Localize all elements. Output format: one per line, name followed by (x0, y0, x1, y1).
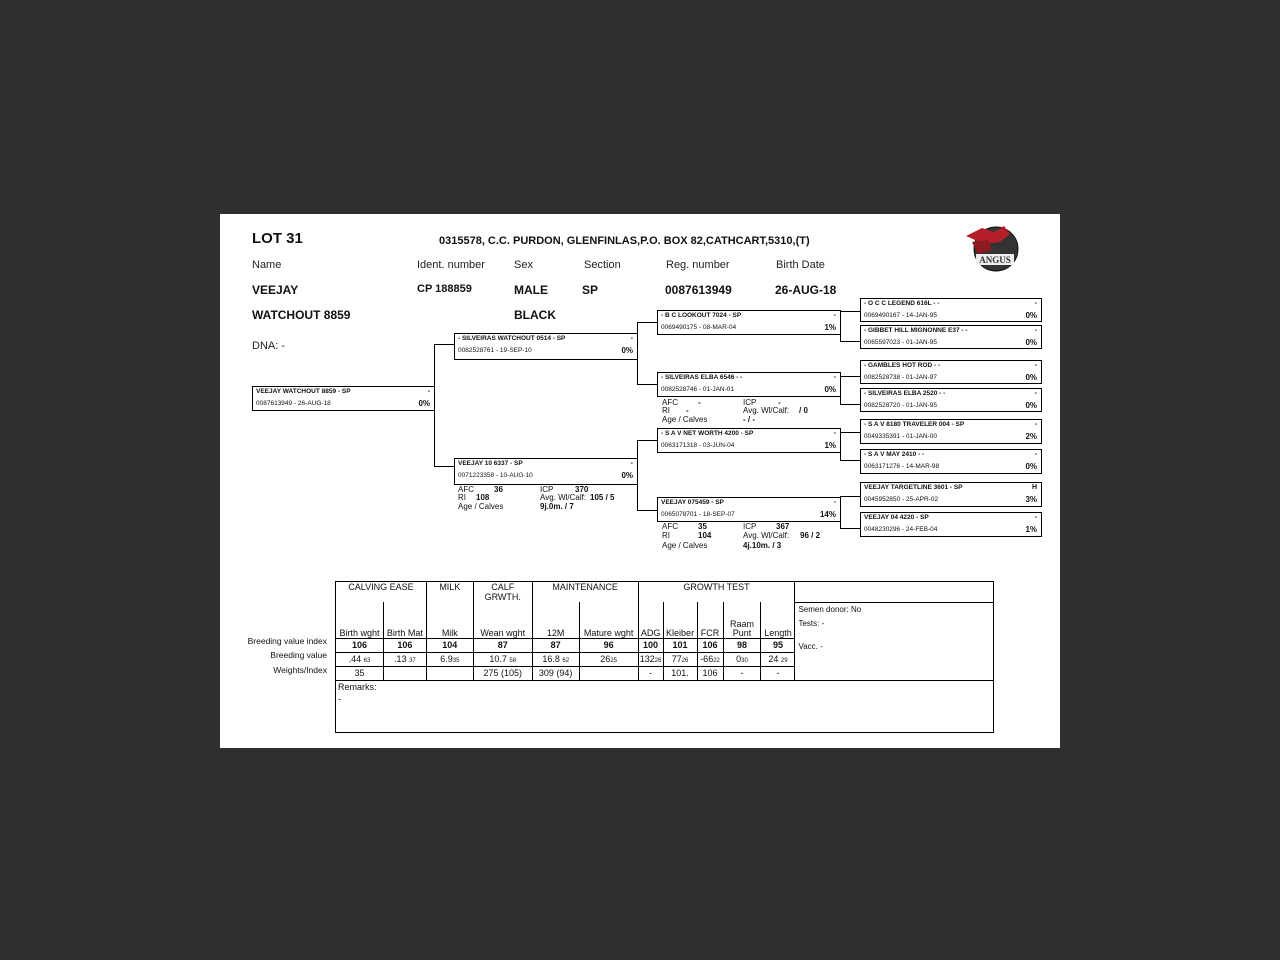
connector (840, 311, 860, 312)
index-cell: 106 (383, 638, 426, 652)
index-cell: 106 (336, 638, 384, 652)
remarks (336, 680, 994, 732)
col-raam-punt: Raam Punt (723, 602, 761, 638)
pedigree-ss-sire: - O C C LEGEND 616L - - - 0069490167 - 14-JAN-95 0% (860, 298, 1042, 322)
animal-name-2: WATCHOUT 8859 (252, 308, 351, 322)
pedigree-ds-sire: - S A V 8180 TRAVELER 004 - SP - 0049335391 - 01-JAN-00 2% (860, 419, 1042, 444)
lot-number: LOT 31 (252, 230, 303, 247)
pedigree-sire-dam: - SILVEIRAS ELBA 6546 - - - 0082528746 - 01-JAN-01 0% (657, 372, 841, 397)
section-value: SP (582, 283, 599, 297)
group-growth-test: GROWTH TEST (638, 582, 795, 603)
animal-name-1: VEEJAY (252, 283, 299, 297)
value-cell: 030 (723, 652, 761, 666)
svg-text:ANGUS: ANGUS (979, 255, 1011, 265)
connector (637, 510, 657, 511)
value-cell: .13 37 (383, 652, 426, 666)
pedigree-sire: - SILVEIRAS WATCHOUT 0514 - SP - 0082528761 - 19-SEP-10 0% (454, 333, 638, 360)
index-cell: 101 (663, 638, 697, 652)
group-maintenance: MAINTENANCE (532, 582, 638, 603)
col-kleiber: Kleiber (663, 602, 697, 638)
angus-logo (964, 222, 1022, 272)
weights-cell: 101. (663, 666, 697, 680)
pedigree-sd-dam: - SILVEIRAS ELBA 2520 - - - 0082528720 - 01-JAN-95 0% (860, 388, 1042, 412)
row-label-weights: Weights/Index (273, 665, 327, 675)
pedigree-sire-sire: - B C LOOKOUT 7024 - SP - 0069490175 - 08-MAR-04 1% (657, 310, 841, 335)
connector (637, 384, 657, 385)
weights-cell: 106 (697, 666, 723, 680)
group-calving-ease: CALVING EASE (336, 582, 427, 603)
vaccination: Vacc. - (798, 641, 823, 651)
col-fcr: FCR (697, 602, 723, 638)
pedigree-dd-dam: VEEJAY 04 4220 - SP - 0048230296 - 24-FEB-04 1% (860, 512, 1042, 537)
pedigree-dam-sire: - S A V NET WORTH 4200 - SP - 0063171318 - 03-JUN-04 1% (657, 428, 841, 453)
col-12m: 12M (532, 602, 579, 638)
connector (840, 432, 860, 433)
pedigree-ss-dam: - GIBBET HILL MIGNONNE E37 - - - 0065597023 - 01-JAN-95 0% (860, 325, 1042, 349)
breeder-address: 0315578, C.C. PURDON, GLENFINLAS,P.O. BOX 82,CATHCART,5310,(T) (439, 235, 810, 247)
col-milk: Milk (426, 602, 473, 638)
connector (434, 344, 454, 345)
index-cell: 98 (723, 638, 761, 652)
connector (434, 466, 454, 467)
weights-cell (426, 666, 473, 680)
connector (637, 322, 657, 323)
index-cell: 106 (697, 638, 723, 652)
value-cell: 6.935 (426, 652, 473, 666)
connector (840, 528, 860, 529)
index-cell: 96 (579, 638, 638, 652)
col-birth-mat: Birth Mat (383, 602, 426, 638)
value-cell: 7726 (663, 652, 697, 666)
ident-label: Ident. number (417, 259, 485, 271)
weights-cell: 35 (336, 666, 384, 680)
col-length: Length (761, 602, 795, 638)
connector (840, 341, 860, 342)
pedigree-dam-dam: VEEJAY 075459 - SP - 0065078701 - 18-SEP-07 14% (657, 497, 841, 522)
pedigree-dam: VEEJAY 10 6337 - SP - 0071223358 - 10-AUG-10 0% (454, 458, 638, 485)
pedigree-sd-sire: - GAMBLES HOT ROD - - - 0082528738 - 01-JAN-97 0% (860, 360, 1042, 384)
value-cell: 16.8 62 (532, 652, 579, 666)
pedigree-sheet: LOT 31 0315578, C.C. PURDON, GLENFINLAS,P.O. BOX 82,CATHCART,5310,(T) ANGUS Name Ident. number Sex Section Reg. number Birth Date VEEJAY WATCHOUT 8859 CP 188859 MALE BLACK SP 0087613949 26-AUG-18 DNA: - VEEJAY WATCHOUT 8859 - SP - 0087613949 - 26-AUG-18 0% - SILVEIRAS WATCHOUT 0514 - SP - 0082528761 - 19-SEP-10 0% VEEJAY 10 6337 - SP - 0071223358 - 10-AUG-10 0% - B C LOOKOUT 7024 - SP - 0069490175 - 08-MAR-04 1% - SILVEIRAS ELBA 6546 - - - 0082528746 - 01-JAN-01 0% - S A V NET WORTH 4200 - SP - 0063171318 - 03-JUN-04 1% VEEJAY 075459 - SP - 0065078701 - 18-SEP-07 14% - O C C LEGEND 616L - - - 0069490167 - 14-JAN-95 0% - GIBBET HILL MIGNONNE E37 - - - 0065597023 - 01-JAN-95 0% - GAMBLES HOT ROD - - - 0082528738 - 01-JAN-97 0% - SILVEIRAS ELBA 2520 - - - 0082528720 - 01-JAN-95 0% - S A V 8180 TRAVELER 004 - SP - 0049335391 - 01-JAN-00 2% - S A V MAY 2410 - - - 0063171276 - 14-MAR-98 0% VEEJAY TARGETLINE 3601 - SP H 0045952850 - 25-APR-02 3% VEEJAY 04 4220 - SP - 0048230296 - 24-FEB-04 1% AFC 36 ICP 370 RI 108 Avg. Wl/Calf: 105 / 5 Age / Calves 9j.0m. / 7 AFC - ICP - RI - Avg. Wl/Calf: / 0 Age / Calves - / - AFC 35 ICP 367 RI 104 Avg. Wl/Calf: 96 / 2 Age / Calves 4j.10m. / 3 Breeding value index Breeding value Weights/Index CALVING EASE MILK CALF GRWTH. MAINTENANCE GROWTH TEST Birth wght Birth Mat Milk Wean wght 12M Mature wght ADG Kleiber FCR Raam Punt Length Semen donor: No Tests: - Vacc. - 106 106 104 87 87 96 100 101 106 98 95 .44 63 .13 37 6.935 10.7 58 16.8 62 2625 13226 7726 -6622 030 24 29 35 275 (105) 309 (94) - 101. 106 - - Remarks: - (220, 214, 1060, 748)
connector (637, 440, 657, 441)
col-adg: ADG (638, 602, 663, 638)
pedigree-dd-sire: VEEJAY TARGETLINE 3601 - SP H 0045952850 - 25-APR-02 3% (860, 482, 1042, 507)
weights-cell: - (761, 666, 795, 680)
row-label-value: Breeding value (270, 650, 327, 660)
value-cell: 13226 (639, 654, 662, 664)
birth-date: 26-AUG-18 (775, 283, 837, 297)
colour-value: BLACK (514, 308, 556, 322)
col-wean-weight: Wean wght (473, 602, 532, 638)
side-info (795, 602, 994, 680)
index-cell: 87 (473, 638, 532, 652)
index-cell: 104 (426, 638, 473, 652)
side-header (795, 582, 994, 603)
col-mature-weight: Mature wght (579, 602, 638, 638)
pedigree-ds-dam: - S A V MAY 2410 - - - 0063171276 - 14-MAR-98 0% (860, 449, 1042, 474)
weights-cell: - (638, 666, 663, 680)
dna-status: DNA: - (252, 340, 285, 352)
weights-cell: 275 (105) (473, 666, 532, 680)
value-cell: 10.7 58 (473, 652, 532, 666)
index-cell: 100 (638, 638, 663, 652)
weights-cell (579, 666, 638, 680)
value-cell: -6622 (697, 652, 723, 666)
remarks-text: - (338, 693, 341, 704)
index-cell: 95 (761, 638, 795, 652)
remarks-row (336, 680, 994, 732)
ident-number: CP 188859 (417, 283, 472, 295)
sex-value: MALE (514, 283, 548, 297)
pedigree-animal: VEEJAY WATCHOUT 8859 - SP - 0087613949 - 26-AUG-18 0% (252, 386, 435, 411)
connector (840, 376, 860, 377)
semen-donor: Semen donor: No (798, 604, 862, 614)
weights-cell: - (723, 666, 761, 680)
weights-cell: 309 (94) (532, 666, 579, 680)
connector (840, 404, 860, 405)
tests: Tests: - (798, 618, 825, 628)
section-label: Section (584, 259, 621, 271)
connector (840, 460, 860, 461)
connector (840, 496, 860, 497)
breeding-value-table (335, 581, 994, 733)
col-birth-weight: Birth wght (336, 602, 384, 638)
value-cell: .44 63 (336, 652, 384, 666)
value-cell: 2625 (579, 652, 638, 666)
birth-label: Birth Date (776, 259, 825, 271)
index-cell: 87 (532, 638, 579, 652)
group-milk: MILK (426, 582, 473, 603)
remarks-label: Remarks: (338, 681, 377, 692)
weights-cell (383, 666, 426, 680)
sex-label: Sex (514, 259, 533, 271)
name-label: Name (252, 259, 282, 271)
group-calf-growth: CALF GRWTH. (473, 582, 532, 603)
row-label-index: Breeding value index (247, 636, 327, 646)
reg-number: 0087613949 (665, 283, 732, 297)
reg-label: Reg. number (666, 259, 730, 271)
value-cell: 24 29 (761, 652, 795, 666)
